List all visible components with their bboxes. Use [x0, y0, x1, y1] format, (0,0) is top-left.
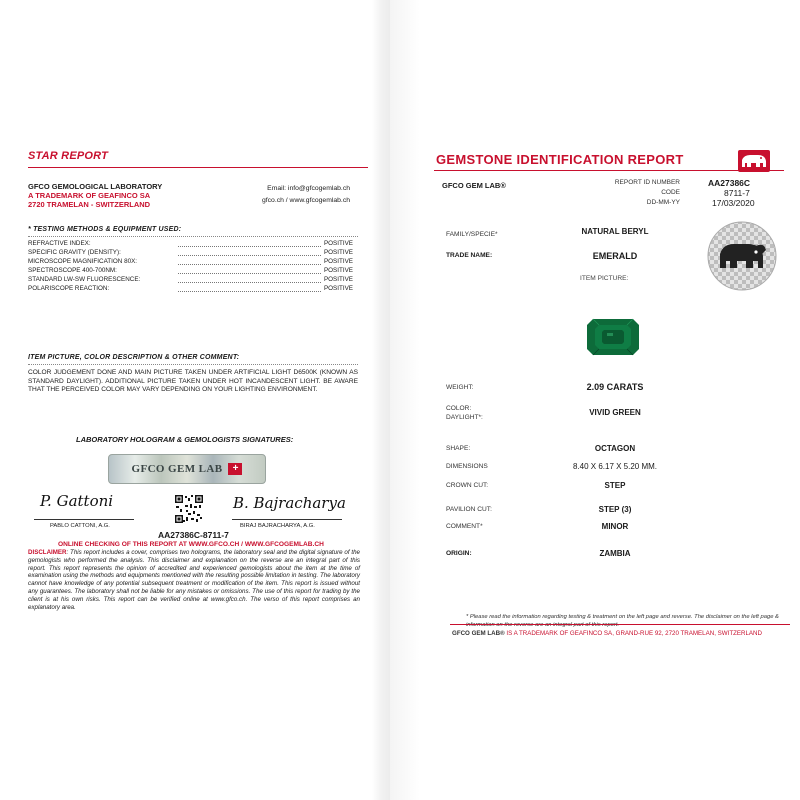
- family-label: FAMILY/SPECIE*: [446, 231, 498, 238]
- emerald-gem-image: [585, 317, 641, 357]
- footer-text: IS A TRADEMARK OF GEAFINCO SA, GRAND-RUE 92, 2720 TRAMELAN, SWITZERLAND: [504, 630, 762, 637]
- page-gutter-right: [390, 0, 420, 800]
- code-value: 8711-7: [724, 188, 750, 198]
- report-title: GEMSTONE IDENTIFICATION REPORT: [436, 152, 684, 167]
- footnote: * Please read the information regarding testing & treatment on the left page and reverse. The disclaimer on the left page &: [466, 614, 779, 620]
- disclaimer-text: : This report includes a cover, comprises two holograms, the laboratory seal and the digital signature of the gemologists who performed the analysis. This disclaimer and explanation on the reverse are an integral part of this report. This report represents the opinion of accredited and experienced gemologists about the item at the time of examination using the methods and equipments mentioned with the resulting possible limitation in testing. The laboratory cannot have knowledge of any potential subsequent treatment or modification of the item. This report is issued without any guarantees. The laboratory shall not be liable for any mistakes or omissions. The use of this report for trading by the client is at his own risks. This report can be verified online at www.gfco.ch. The verso of this report comprises an explanatory area.: [28, 549, 360, 611]
- swiss-flag-icon: +: [228, 463, 242, 475]
- comment-heading: ITEM PICTURE, COLOR DESCRIPTION & OTHER COMMENT:: [28, 354, 240, 361]
- code-label: CODE: [661, 189, 680, 196]
- family-value: NATURAL BERYL: [581, 227, 649, 236]
- disclaimer-label: DISCLAIMER: [28, 549, 67, 556]
- test-row: SPECIFIC GRAVITY (DENSITY): POSITIVE: [28, 249, 353, 256]
- report-id-label: REPORT ID NUMBER: [614, 179, 680, 186]
- color-value: VIVID GREEN: [589, 408, 641, 417]
- hologram-text: GFCO GEM LAB: [131, 463, 223, 475]
- daylight-label: DAYLIGHT*:: [446, 414, 483, 421]
- weight-value: 2.09 CARATS: [586, 382, 644, 392]
- date-label: DD-MM-YY: [646, 199, 680, 206]
- crown-cut-value: STEP: [604, 481, 626, 490]
- footer-divider: [450, 624, 790, 625]
- color-label: COLOR:: [446, 405, 472, 412]
- disclaimer: [28, 549, 360, 611]
- dimensions-label: DIMENSIONS: [446, 463, 488, 470]
- item-picture-label: ITEM PICTURE:: [580, 275, 629, 282]
- trade-name-value: EMERALD: [592, 251, 638, 261]
- signature-cattoni: P. Gattoni: [40, 492, 114, 510]
- lab-name: GFCO GEMOLOGICAL LABORATORY: [28, 182, 163, 191]
- page-gutter-left: [372, 0, 390, 800]
- test-row: STANDARD LW-SW FLUORESCENCE: POSITIVE: [28, 276, 353, 283]
- lab-brand: GFCO GEM LAB®: [442, 181, 506, 190]
- test-row: MICROSCOPE MAGNIFICATION 80X: POSITIVE: [28, 258, 353, 265]
- lab-email: Email: info@gfcogemlab.ch: [267, 185, 350, 192]
- footer-line: [452, 630, 762, 637]
- shape-label: SHAPE:: [446, 445, 471, 452]
- trade-name-label: TRADE NAME:: [446, 252, 493, 259]
- origin-label: ORIGIN:: [446, 550, 472, 557]
- testing-heading: * TESTING METHODS & EQUIPMENT USED:: [28, 226, 182, 233]
- comment-text: COLOR JUDGEMENT DONE AND MAIN PICTURE TAKEN UNDER ARTIFICIAL LIGHT D6500K (KNOWN AS STANDARD DAYLIGHT). ADDITIONAL PICTURE TAKEN UNDER HOT INCANDESCENT LIGHT. BE AWARE THAT THE PERCEIVED COLOR MAY VARY DEPENDING ON YOUR LIGHTING ENVIRONMENT.: [28, 369, 358, 394]
- title-divider: [434, 170, 784, 171]
- qr-code-icon: [174, 494, 204, 524]
- lab-website: gfco.ch / www.gfcogemlab.ch: [261, 197, 350, 204]
- lab-trademark: A TRADEMARK OF GEAFINCO SA: [28, 191, 151, 200]
- comment-label: COMMENT*: [446, 523, 483, 530]
- online-check-link[interactable]: ONLINE CHECKING OF THIS REPORT AT WWW.GFCO.CH / WWW.GFCOGEMLAB.CH: [58, 541, 324, 548]
- signature-line: [232, 519, 342, 520]
- dimensions-value: 8.40 X 6.17 X 5.20 MM.: [572, 462, 658, 471]
- test-row: SPECTROSCOPE 400-700NM: POSITIVE: [28, 267, 353, 274]
- signer-name-bajracharya: BIRAJ BAJRACHARYA, A.G.: [240, 523, 315, 529]
- star-report-page: [18, 128, 370, 648]
- report-code: AA27386C-8711-7: [158, 530, 229, 540]
- lab-hologram: [108, 454, 266, 484]
- lab-seal-icon: [706, 220, 778, 292]
- pavilion-cut-value: STEP (3): [598, 505, 632, 514]
- page-title: STAR REPORT: [28, 150, 109, 162]
- testing-divider: [28, 235, 358, 237]
- date-value: 17/03/2020: [712, 198, 755, 208]
- shape-value: OCTAGON: [594, 444, 636, 453]
- gemstone-report-page: [420, 140, 785, 650]
- signature-bajracharya: B. Bajracharya: [233, 494, 346, 512]
- title-divider: [28, 167, 368, 168]
- comment-value: MINOR: [601, 522, 629, 531]
- comment-divider: [28, 363, 358, 365]
- lab-address: 2720 TRAMELAN - SWITZERLAND: [28, 200, 151, 209]
- hologram-heading: LABORATORY HOLOGRAM & GEMOLOGISTS SIGNATURES:: [76, 435, 294, 444]
- test-row: POLARISCOPE REACTION: POSITIVE: [28, 285, 353, 292]
- test-row: REFRACTIVE INDEX: POSITIVE: [28, 240, 353, 247]
- signature-line: [34, 519, 134, 520]
- origin-value: ZAMBIA: [599, 549, 631, 558]
- gfco-logo-icon: [738, 150, 770, 172]
- weight-label: WEIGHT:: [446, 384, 474, 391]
- report-id-value: AA27386C: [708, 178, 751, 188]
- pavilion-cut-label: PAVILION CUT:: [446, 506, 492, 513]
- signer-name-cattoni: PABLO CATTONI, A.G.: [50, 523, 110, 529]
- footer-brand: GFCO GEM LAB®: [452, 630, 505, 637]
- crown-cut-label: CROWN CUT:: [446, 482, 489, 489]
